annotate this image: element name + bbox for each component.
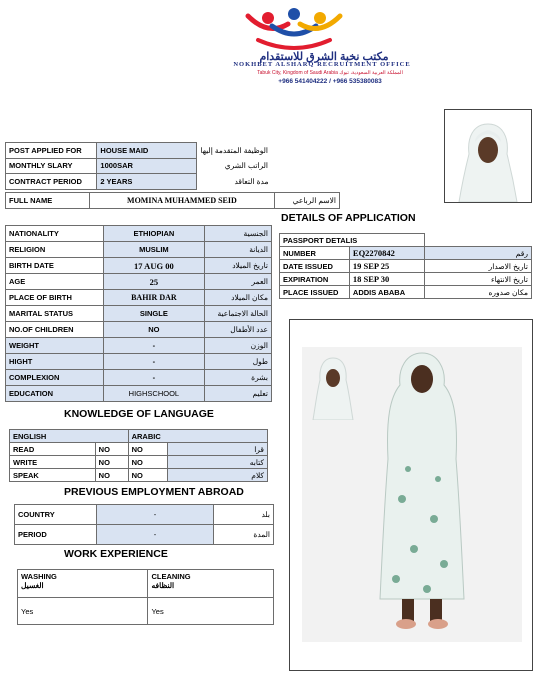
- place-issued-arabic: مكان صدوره: [424, 286, 531, 299]
- company-address: Tabuk City, Kingdom of Saudi Arabia المملكة العربية السعودية، تبوك: [257, 70, 403, 76]
- speak-arabic: NO: [128, 469, 168, 482]
- full-name-label: FULL NAME: [6, 193, 90, 209]
- table-row: [6, 290, 272, 306]
- country-label: COUNTRY: [15, 505, 97, 525]
- post-applied-value: HOUSE MAID: [97, 143, 197, 159]
- expiration-arabic: تاريخ الانتهاء: [424, 273, 531, 286]
- height-value: -: [103, 354, 204, 370]
- passport-photo: [444, 109, 532, 203]
- cleaning-value: Yes: [148, 598, 274, 625]
- table-row: [6, 242, 272, 258]
- date-issued-value: 19 SEP 25: [349, 260, 424, 273]
- period-value: -: [96, 525, 213, 545]
- place-of-birth-value: BAHIR DAR: [103, 290, 204, 306]
- washing-label: WASHING: [21, 572, 57, 581]
- read-english: NO: [95, 443, 128, 456]
- religion-arabic: الديانة: [205, 242, 272, 258]
- height-arabic: طول: [205, 354, 272, 370]
- complexion-label: COMPLEXION: [6, 370, 104, 386]
- table-row: [280, 234, 532, 247]
- table-row: [6, 174, 272, 190]
- person-headscarf-icon: [445, 110, 531, 202]
- weight-arabic: الوزن: [205, 338, 272, 354]
- washing-cell: [18, 570, 148, 598]
- monthly-salary-label: MONTHLY SLARY: [6, 158, 97, 174]
- age-label: AGE: [6, 274, 104, 290]
- marital-status-label: MARITAL STATUS: [6, 306, 104, 322]
- table-row: [280, 286, 532, 299]
- table-row: [6, 322, 272, 338]
- read-arabic-label: قرا: [168, 443, 268, 456]
- period-arabic: المدة: [214, 525, 274, 545]
- monthly-salary-value: 1000SAR: [97, 158, 197, 174]
- table-row: [6, 193, 340, 209]
- passport-table: [279, 233, 532, 299]
- full-name-arabic: الاسم الرباعي: [275, 193, 340, 209]
- contract-period-value: 2 YEARS: [97, 174, 197, 190]
- language-table: [9, 429, 268, 482]
- weight-value: -: [103, 338, 204, 354]
- details-table: [5, 225, 272, 402]
- date-issued-label: DATE ISSUED: [280, 260, 350, 273]
- nationality-arabic: الجنسية: [205, 226, 272, 242]
- table-row: [18, 598, 274, 625]
- company-name-english: NOKHBET ALSHARQ RECRUITMENT OFFICE: [233, 61, 411, 68]
- language-title: KNOWLEDGE OF LANGUAGE: [64, 408, 214, 420]
- religion-value: MUSLIM: [103, 242, 204, 258]
- nationality-value: ETHIOPIAN: [103, 226, 204, 242]
- read-label: READ: [10, 443, 96, 456]
- washing-value: Yes: [18, 598, 148, 625]
- details-title: DETAILS OF APPLICATION: [281, 212, 416, 224]
- table-row: [10, 443, 268, 456]
- birth-date-value: 17 AUG 00: [103, 258, 204, 274]
- work-experience-table: [17, 569, 274, 625]
- education-value: HIGHSCHOOL: [103, 386, 204, 402]
- marital-status-value: SINGLE: [103, 306, 204, 322]
- write-label: WRITE: [10, 456, 96, 469]
- place-issued-value: ADDIS ABABA: [349, 286, 424, 299]
- inset-portrait-photo: [305, 352, 361, 420]
- table-row: [10, 469, 268, 482]
- place-of-birth-arabic: مكان الميلاد: [205, 290, 272, 306]
- post-applied-label: POST APPLIED FOR: [6, 143, 97, 159]
- children-label: NO.OF CHILDREN: [6, 322, 104, 338]
- table-row: [10, 456, 268, 469]
- table-row: [6, 306, 272, 322]
- cleaning-label: CLEANING: [151, 572, 191, 581]
- work-experience-title: WORK EXPERIENCE: [64, 548, 168, 560]
- height-label: HIGHT: [6, 354, 104, 370]
- marital-status-arabic: الحالة الاجتماعية: [205, 306, 272, 322]
- cleaning-cell: [148, 570, 274, 598]
- company-name-arabic: مكتب نخبة الشرق للاستقدام: [259, 51, 389, 63]
- place-issued-label: PLACE ISSUED: [280, 286, 350, 299]
- person-full-body-icon: [372, 349, 472, 639]
- table-row: [6, 258, 272, 274]
- read-arabic: NO: [128, 443, 168, 456]
- previous-employment-title: PREVIOUS EMPLOYMENT ABROAD: [64, 486, 244, 498]
- company-phones: +966 541404222 / +966 535380083: [278, 78, 382, 85]
- place-of-birth-label: PLACE OF BIRTH: [6, 290, 104, 306]
- table-row: [10, 430, 268, 443]
- post-table: [5, 142, 272, 190]
- table-row: [280, 260, 532, 273]
- weight-label: WEIGHT: [6, 338, 104, 354]
- washing-arabic: الغسيل: [21, 581, 44, 590]
- expiration-label: EXPIRATION: [280, 273, 350, 286]
- person-headscarf-icon: [305, 352, 361, 420]
- birth-date-arabic: تاريخ الميلاد: [205, 258, 272, 274]
- birth-date-label: BIRTH DATE: [6, 258, 104, 274]
- table-row: [6, 354, 272, 370]
- speak-label: SPEAK: [10, 469, 96, 482]
- children-value: NO: [103, 322, 204, 338]
- write-arabic-label: كتابه: [168, 456, 268, 469]
- write-arabic: NO: [128, 456, 168, 469]
- religion-label: RELIGION: [6, 242, 104, 258]
- complexion-value: -: [103, 370, 204, 386]
- children-arabic: عدد الأطفال: [205, 322, 272, 338]
- expiration-value: 18 SEP 30: [349, 273, 424, 286]
- table-row: [6, 158, 272, 174]
- language-arabic-header: ARABIC: [128, 430, 267, 443]
- speak-english: NO: [95, 469, 128, 482]
- passport-title: PASSPORT DETALIS: [280, 234, 425, 247]
- nationality-label: NATIONALITY: [6, 226, 104, 242]
- table-row: [280, 247, 532, 260]
- country-arabic: بلد: [214, 505, 274, 525]
- age-value: 25: [103, 274, 204, 290]
- age-arabic: العمر: [205, 274, 272, 290]
- passport-number-value: EQ2270842: [349, 247, 424, 260]
- table-row: [18, 570, 274, 598]
- table-row: [280, 273, 532, 286]
- table-row: [15, 525, 274, 545]
- period-label: PERIOD: [15, 525, 97, 545]
- full-name-value: MOMINA MUHAMMED SEID: [89, 193, 274, 209]
- table-row: [6, 143, 272, 159]
- country-value: -: [96, 505, 213, 525]
- complexion-arabic: بشرة: [205, 370, 272, 386]
- language-english-header: ENGLISH: [10, 430, 129, 443]
- table-row: [6, 338, 272, 354]
- passport-number-arabic: رقم: [424, 247, 531, 260]
- contract-period-arabic: مدة التعاقد: [234, 176, 269, 186]
- previous-employment-table: [14, 504, 274, 545]
- table-row: [6, 386, 272, 402]
- passport-number-label: NUMBER: [280, 247, 350, 260]
- passport-title-spacer: [424, 234, 531, 247]
- speak-arabic-label: كلام: [168, 469, 268, 482]
- monthly-salary-arabic: الراتب الشري: [224, 161, 268, 171]
- date-issued-arabic: تاريخ الاصدار: [424, 260, 531, 273]
- table-row: [15, 505, 274, 525]
- table-row: [6, 226, 272, 242]
- cleaning-arabic: النظافه: [151, 581, 175, 590]
- education-label: EDUCATION: [6, 386, 104, 402]
- table-row: [6, 274, 272, 290]
- contract-period-label: CONTRACT PERIOD: [6, 174, 97, 190]
- table-row: [6, 370, 272, 386]
- education-arabic: تعليم: [205, 386, 272, 402]
- post-applied-arabic: الوظيفة المتقدمة إليها: [200, 145, 268, 155]
- full-name-table: [5, 192, 340, 209]
- write-english: NO: [95, 456, 128, 469]
